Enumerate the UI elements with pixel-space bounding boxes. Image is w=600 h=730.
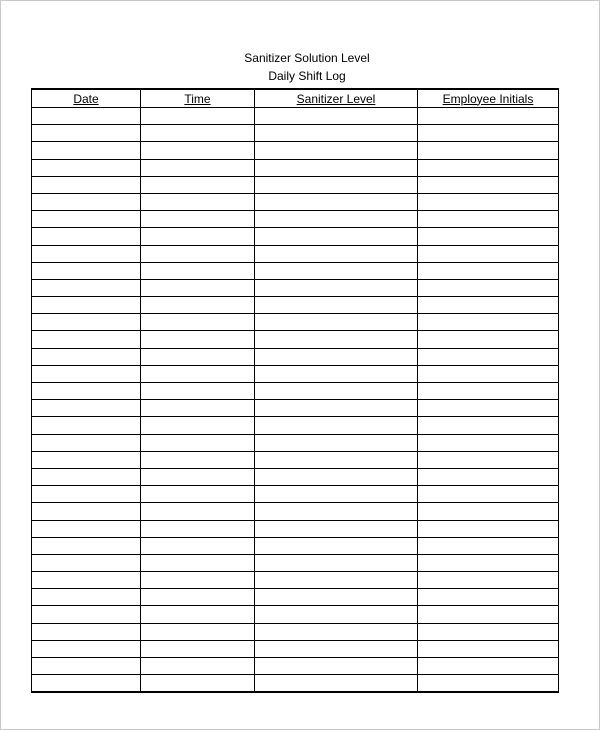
table-row bbox=[32, 108, 559, 125]
time-cell bbox=[141, 228, 255, 245]
employee-initials-cell bbox=[418, 142, 559, 159]
date-cell bbox=[32, 228, 141, 245]
sanitizer-level-cell bbox=[255, 554, 418, 571]
time-cell bbox=[141, 348, 255, 365]
employee-initials-cell bbox=[418, 211, 559, 228]
employee-initials-cell bbox=[418, 262, 559, 279]
sanitizer-level-cell bbox=[255, 314, 418, 331]
time-cell bbox=[141, 314, 255, 331]
column-header-date: Date bbox=[32, 89, 141, 108]
document-subtitle: Daily Shift Log bbox=[268, 69, 346, 83]
table-row bbox=[32, 486, 559, 503]
date-cell bbox=[32, 159, 141, 176]
date-cell bbox=[32, 554, 141, 571]
time-cell bbox=[141, 658, 255, 675]
table-row bbox=[32, 468, 559, 485]
table-row bbox=[32, 658, 559, 675]
table-row bbox=[32, 520, 559, 537]
sanitizer-level-cell bbox=[255, 245, 418, 262]
table-row bbox=[32, 279, 559, 296]
date-cell bbox=[32, 262, 141, 279]
date-cell bbox=[32, 572, 141, 589]
table-header-row bbox=[32, 89, 559, 108]
date-cell bbox=[32, 383, 141, 400]
table-row bbox=[32, 125, 559, 142]
date-cell bbox=[32, 211, 141, 228]
date-cell bbox=[32, 314, 141, 331]
table-row bbox=[32, 572, 559, 589]
date-cell bbox=[32, 108, 141, 125]
date-cell bbox=[32, 486, 141, 503]
employee-initials-cell bbox=[418, 589, 559, 606]
time-cell bbox=[141, 623, 255, 640]
employee-initials-cell bbox=[418, 159, 559, 176]
sanitizer-level-cell bbox=[255, 658, 418, 675]
table-row bbox=[32, 383, 559, 400]
table-row bbox=[32, 434, 559, 451]
employee-initials-cell bbox=[418, 623, 559, 640]
table-row bbox=[32, 142, 559, 159]
time-cell bbox=[141, 400, 255, 417]
table-row bbox=[32, 245, 559, 262]
sanitizer-level-cell bbox=[255, 228, 418, 245]
table-row bbox=[32, 228, 559, 245]
sanitizer-level-cell bbox=[255, 675, 418, 693]
time-cell bbox=[141, 365, 255, 382]
date-cell bbox=[32, 279, 141, 296]
date-cell bbox=[32, 297, 141, 314]
time-cell bbox=[141, 193, 255, 210]
sanitizer-level-cell bbox=[255, 142, 418, 159]
date-cell bbox=[32, 468, 141, 485]
table-row bbox=[32, 400, 559, 417]
table-row bbox=[32, 348, 559, 365]
time-cell bbox=[141, 262, 255, 279]
column-header-sanitizer-level: Sanitizer Level bbox=[255, 89, 418, 108]
time-cell bbox=[141, 537, 255, 554]
date-cell bbox=[32, 658, 141, 675]
sanitizer-level-cell bbox=[255, 262, 418, 279]
time-cell bbox=[141, 176, 255, 193]
sanitizer-level-cell bbox=[255, 193, 418, 210]
table-row bbox=[32, 503, 559, 520]
date-cell bbox=[32, 176, 141, 193]
time-cell bbox=[141, 279, 255, 296]
sanitizer-level-cell bbox=[255, 159, 418, 176]
employee-initials-cell bbox=[418, 348, 559, 365]
date-cell bbox=[32, 503, 141, 520]
date-cell bbox=[32, 193, 141, 210]
employee-initials-cell bbox=[418, 279, 559, 296]
employee-initials-cell bbox=[418, 554, 559, 571]
sanitizer-level-cell bbox=[255, 365, 418, 382]
employee-initials-cell bbox=[418, 400, 559, 417]
time-cell bbox=[141, 554, 255, 571]
table-row bbox=[32, 314, 559, 331]
time-cell bbox=[141, 434, 255, 451]
sanitizer-level-cell bbox=[255, 572, 418, 589]
shift-log-table bbox=[31, 88, 559, 693]
time-cell bbox=[141, 486, 255, 503]
sanitizer-level-cell bbox=[255, 417, 418, 434]
employee-initials-cell bbox=[418, 297, 559, 314]
sanitizer-level-cell bbox=[255, 279, 418, 296]
table-row bbox=[32, 554, 559, 571]
time-cell bbox=[141, 572, 255, 589]
employee-initials-cell bbox=[418, 125, 559, 142]
time-cell bbox=[141, 589, 255, 606]
employee-initials-cell bbox=[418, 417, 559, 434]
sanitizer-level-cell bbox=[255, 211, 418, 228]
employee-initials-cell bbox=[418, 245, 559, 262]
time-cell bbox=[141, 520, 255, 537]
table-row bbox=[32, 606, 559, 623]
table-row bbox=[32, 417, 559, 434]
sanitizer-level-cell bbox=[255, 606, 418, 623]
date-cell bbox=[32, 451, 141, 468]
table-row bbox=[32, 675, 559, 693]
time-cell bbox=[141, 417, 255, 434]
date-cell bbox=[32, 125, 141, 142]
sanitizer-level-cell bbox=[255, 108, 418, 125]
date-cell bbox=[32, 675, 141, 693]
sanitizer-level-cell bbox=[255, 176, 418, 193]
time-cell bbox=[141, 211, 255, 228]
table-row bbox=[32, 589, 559, 606]
employee-initials-cell bbox=[418, 314, 559, 331]
time-cell bbox=[141, 451, 255, 468]
time-cell bbox=[141, 675, 255, 693]
sanitizer-level-cell bbox=[255, 331, 418, 348]
time-cell bbox=[141, 468, 255, 485]
time-cell bbox=[141, 640, 255, 657]
document-title: Sanitizer Solution Level bbox=[244, 51, 370, 65]
time-cell bbox=[141, 125, 255, 142]
employee-initials-cell bbox=[418, 503, 559, 520]
employee-initials-cell bbox=[418, 537, 559, 554]
date-cell bbox=[32, 142, 141, 159]
sanitizer-level-cell bbox=[255, 486, 418, 503]
table-row bbox=[32, 262, 559, 279]
date-cell bbox=[32, 400, 141, 417]
sanitizer-level-cell bbox=[255, 503, 418, 520]
sanitizer-level-cell bbox=[255, 297, 418, 314]
table-row bbox=[32, 537, 559, 554]
sanitizer-level-cell bbox=[255, 640, 418, 657]
employee-initials-cell bbox=[418, 451, 559, 468]
date-cell bbox=[32, 365, 141, 382]
date-cell bbox=[32, 417, 141, 434]
table-row bbox=[32, 297, 559, 314]
sanitizer-level-cell bbox=[255, 589, 418, 606]
employee-initials-cell bbox=[418, 193, 559, 210]
table-row bbox=[32, 331, 559, 348]
sanitizer-level-cell bbox=[255, 451, 418, 468]
column-header-employee-initials: Employee Initials bbox=[418, 89, 559, 108]
sanitizer-level-cell bbox=[255, 520, 418, 537]
table-row bbox=[32, 211, 559, 228]
time-cell bbox=[141, 108, 255, 125]
time-cell bbox=[141, 142, 255, 159]
sanitizer-level-cell bbox=[255, 537, 418, 554]
employee-initials-cell bbox=[418, 228, 559, 245]
employee-initials-cell bbox=[418, 383, 559, 400]
employee-initials-cell bbox=[418, 658, 559, 675]
date-cell bbox=[32, 434, 141, 451]
time-cell bbox=[141, 383, 255, 400]
employee-initials-cell bbox=[418, 434, 559, 451]
table-body bbox=[32, 108, 559, 693]
date-cell bbox=[32, 331, 141, 348]
time-cell bbox=[141, 245, 255, 262]
date-cell bbox=[32, 606, 141, 623]
time-cell bbox=[141, 297, 255, 314]
date-cell bbox=[32, 520, 141, 537]
employee-initials-cell bbox=[418, 572, 559, 589]
date-cell bbox=[32, 640, 141, 657]
table-row bbox=[32, 193, 559, 210]
date-cell bbox=[32, 589, 141, 606]
sanitizer-level-cell bbox=[255, 400, 418, 417]
employee-initials-cell bbox=[418, 675, 559, 693]
employee-initials-cell bbox=[418, 176, 559, 193]
employee-initials-cell bbox=[418, 468, 559, 485]
column-header-time: Time bbox=[141, 89, 255, 108]
employee-initials-cell bbox=[418, 520, 559, 537]
employee-initials-cell bbox=[418, 365, 559, 382]
employee-initials-cell bbox=[418, 606, 559, 623]
table-row bbox=[32, 640, 559, 657]
table-row bbox=[32, 623, 559, 640]
employee-initials-cell bbox=[418, 486, 559, 503]
time-cell bbox=[141, 503, 255, 520]
sanitizer-level-cell bbox=[255, 383, 418, 400]
time-cell bbox=[141, 331, 255, 348]
sanitizer-level-cell bbox=[255, 623, 418, 640]
table-row bbox=[32, 451, 559, 468]
employee-initials-cell bbox=[418, 108, 559, 125]
date-cell bbox=[32, 348, 141, 365]
sanitizer-level-cell bbox=[255, 348, 418, 365]
date-cell bbox=[32, 623, 141, 640]
table-row bbox=[32, 365, 559, 382]
employee-initials-cell bbox=[418, 331, 559, 348]
employee-initials-cell bbox=[418, 640, 559, 657]
date-cell bbox=[32, 537, 141, 554]
table-row bbox=[32, 159, 559, 176]
sanitizer-level-cell bbox=[255, 468, 418, 485]
table-row bbox=[32, 176, 559, 193]
time-cell bbox=[141, 159, 255, 176]
sanitizer-level-cell bbox=[255, 434, 418, 451]
date-cell bbox=[32, 245, 141, 262]
time-cell bbox=[141, 606, 255, 623]
sanitizer-level-cell bbox=[255, 125, 418, 142]
